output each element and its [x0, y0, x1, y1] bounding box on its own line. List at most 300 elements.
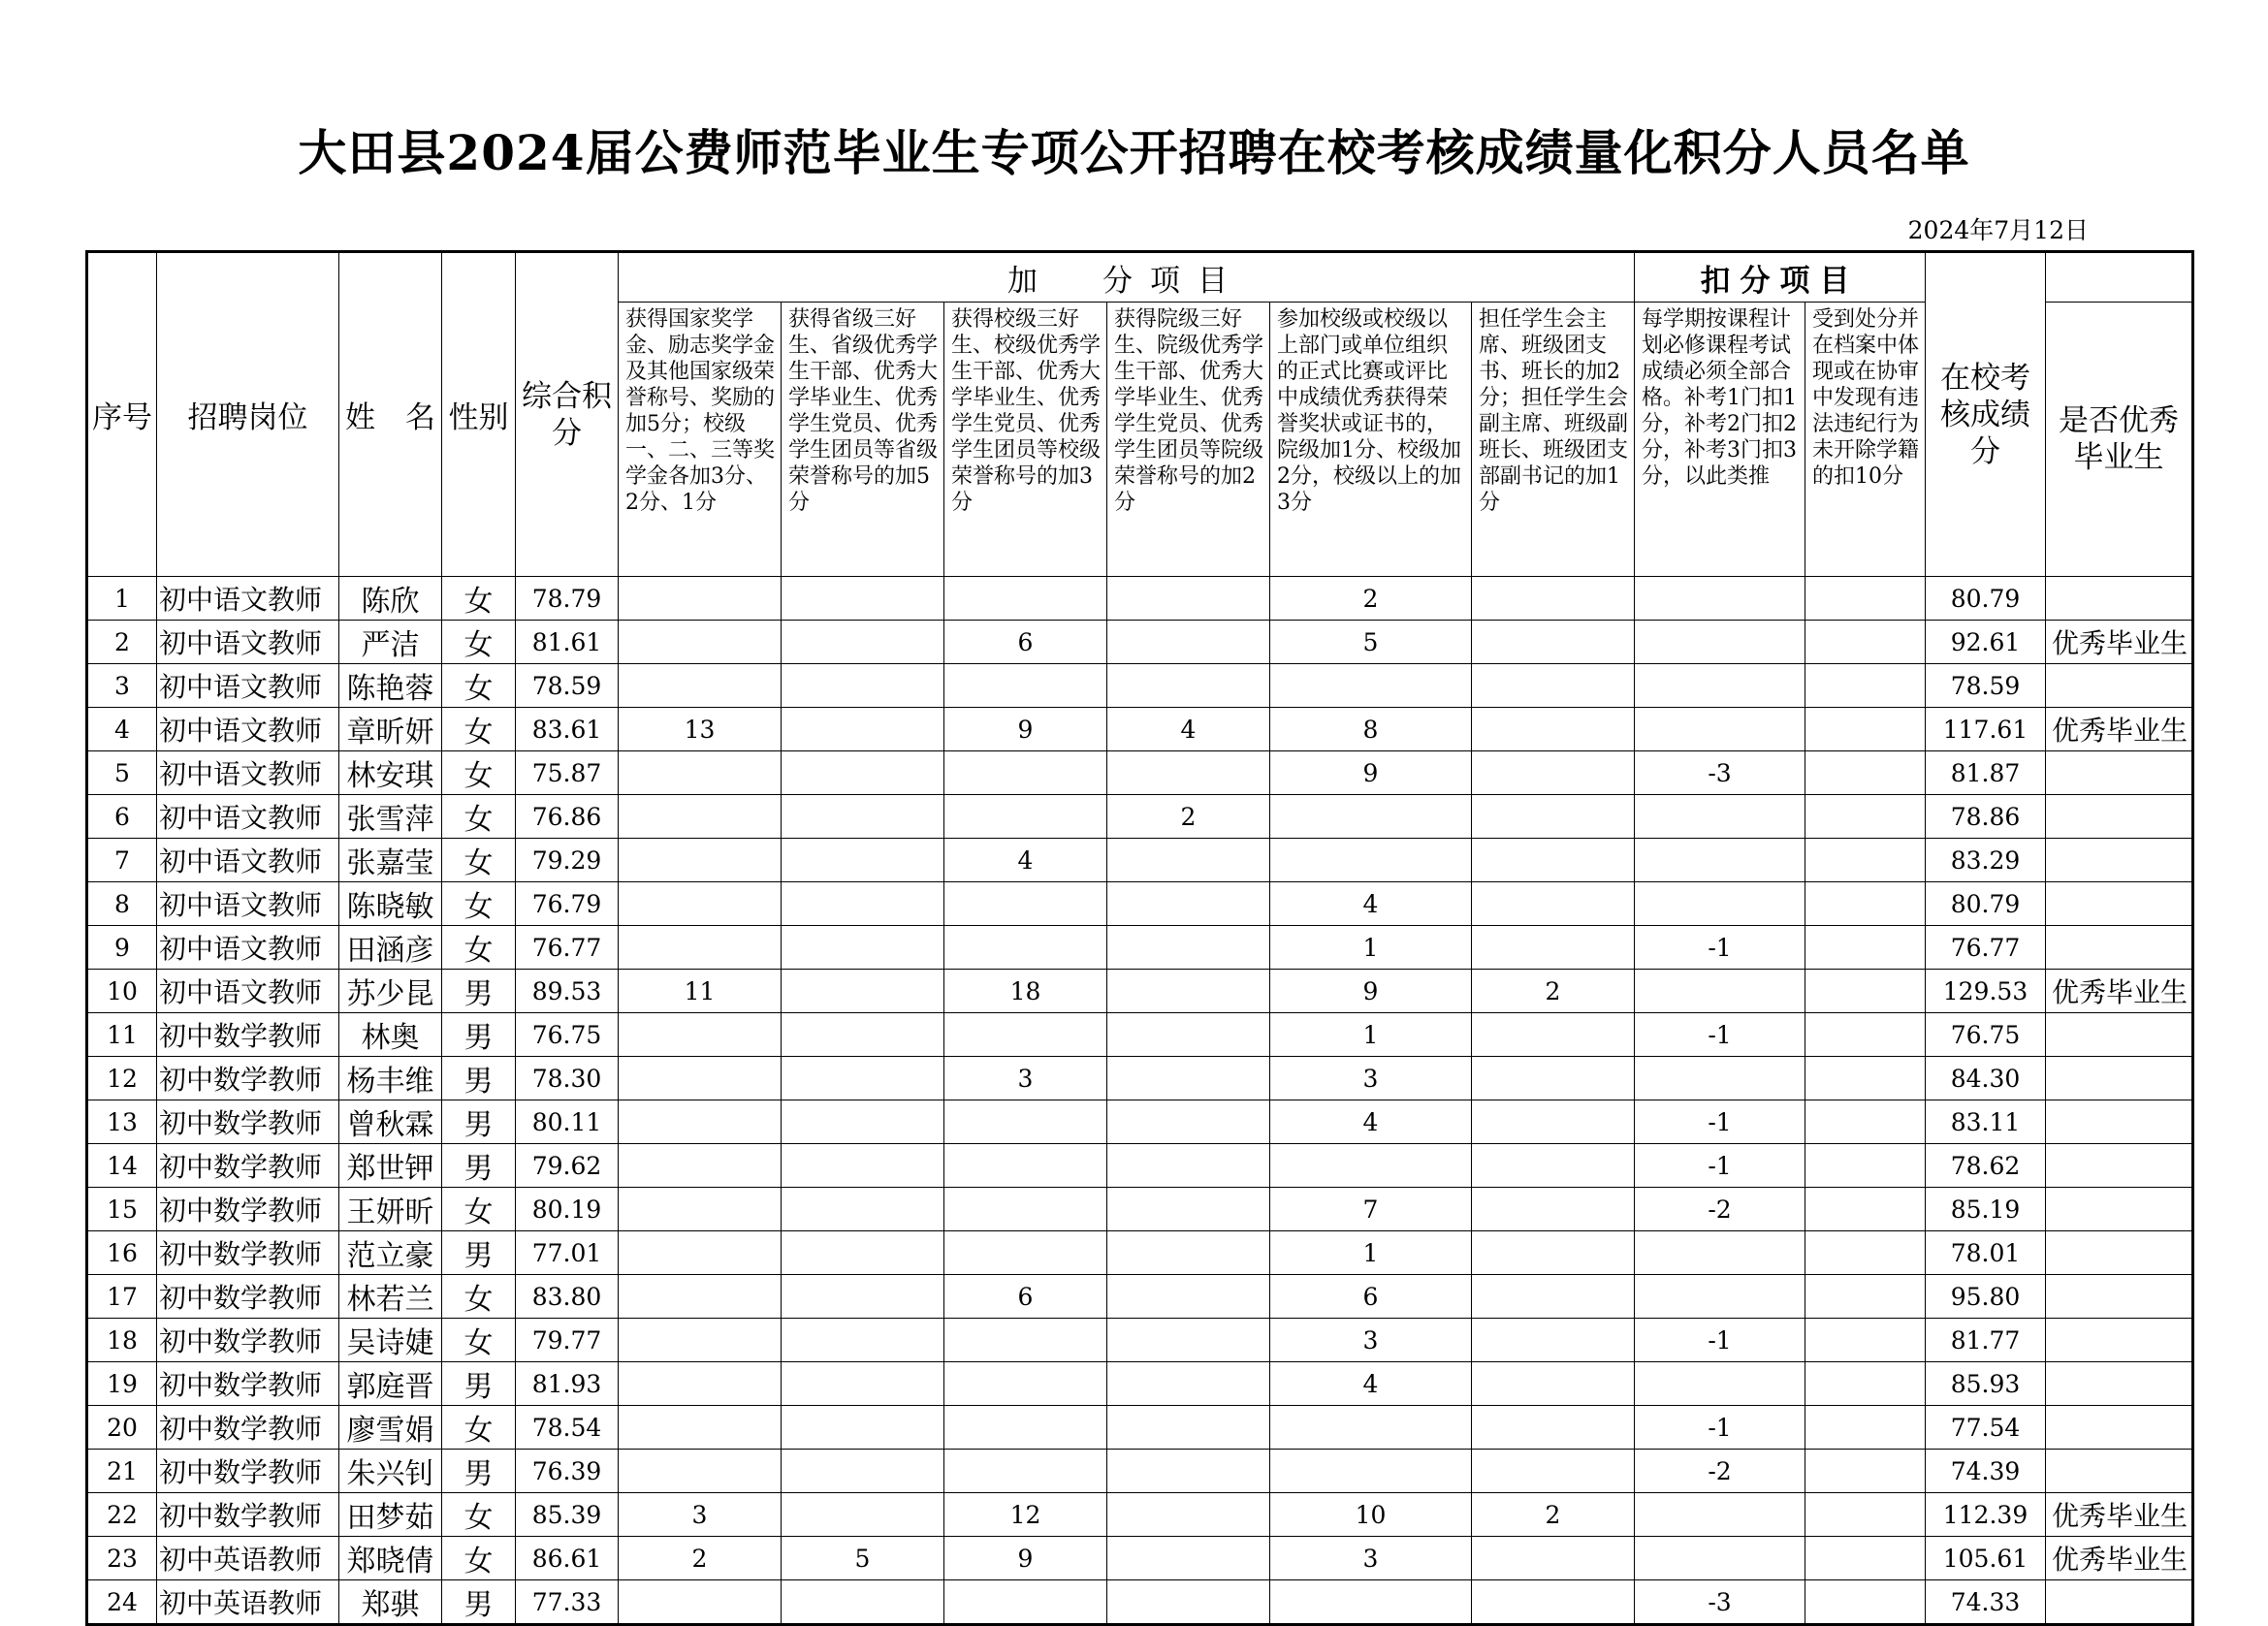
row-seq: 18	[87, 1319, 157, 1362]
row-final-score: 112.39	[1926, 1493, 2046, 1537]
row-gender: 女	[442, 926, 516, 970]
row-composite: 76.77	[516, 926, 619, 970]
row-excellent	[2046, 577, 2193, 621]
row-bonus-leadership	[1472, 1100, 1635, 1144]
row-composite: 81.93	[516, 1362, 619, 1406]
row-gender: 女	[442, 577, 516, 621]
row-name: 杨丰维	[339, 1057, 442, 1100]
score-table	[85, 250, 2194, 1626]
row-deduct-makeup-exam: -1	[1635, 1144, 1805, 1188]
row-position: 初中数学教师	[157, 1188, 339, 1231]
row-deduct-makeup-exam: -1	[1635, 1100, 1805, 1144]
row-bonus-provincial	[782, 795, 944, 839]
row-bonus-competition: 10	[1270, 1493, 1472, 1537]
row-name: 朱兴钊	[339, 1450, 442, 1493]
row-gender: 女	[442, 1275, 516, 1319]
row-composite: 79.77	[516, 1319, 619, 1362]
row-position: 初中语文教师	[157, 795, 339, 839]
row-bonus-provincial	[782, 1580, 944, 1625]
row-gender: 女	[442, 621, 516, 664]
table-row	[87, 882, 2193, 926]
row-excellent	[2046, 795, 2193, 839]
row-bonus-provincial	[782, 1144, 944, 1188]
row-name: 张嘉莹	[339, 839, 442, 882]
row-position: 初中数学教师	[157, 1319, 339, 1362]
row-final-score: 78.59	[1926, 664, 2046, 708]
row-bonus-leadership: 2	[1472, 970, 1635, 1013]
row-bonus-school: 12	[944, 1493, 1107, 1537]
row-gender: 女	[442, 795, 516, 839]
row-excellent	[2046, 1319, 2193, 1362]
table-row	[87, 1406, 2193, 1450]
row-final-score: 129.53	[1926, 970, 2046, 1013]
row-seq: 2	[87, 621, 157, 664]
header-bonus-provincial	[782, 303, 944, 577]
row-excellent	[2046, 882, 2193, 926]
row-final-score: 74.39	[1926, 1450, 2046, 1493]
row-bonus-national: 13	[619, 708, 782, 751]
table-row	[87, 1580, 2193, 1625]
row-bonus-school: 9	[944, 708, 1107, 751]
row-composite: 76.75	[516, 1013, 619, 1057]
row-bonus-competition	[1270, 1406, 1472, 1450]
row-deduct-discipline	[1805, 839, 1926, 882]
table-row	[87, 1537, 2193, 1580]
header-excellent-blank	[2046, 252, 2193, 303]
row-composite: 89.53	[516, 970, 619, 1013]
row-deduct-makeup-exam	[1635, 1537, 1805, 1580]
row-composite: 78.59	[516, 664, 619, 708]
table-row	[87, 926, 2193, 970]
header-deduct-makeup-exam-text: 每学期按课程计划必修课程考试成绩必须全部合格。补考1门扣1分，补考2门扣2分，补考3门扣3分，以此类推	[1642, 307, 1797, 489]
row-composite: 78.54	[516, 1406, 619, 1450]
row-seq: 13	[87, 1100, 157, 1144]
row-bonus-provincial	[782, 621, 944, 664]
row-position: 初中语文教师	[157, 839, 339, 882]
row-bonus-competition: 1	[1270, 1013, 1472, 1057]
row-deduct-discipline	[1805, 621, 1926, 664]
row-bonus-provincial	[782, 1013, 944, 1057]
header-bonus-national-text: 获得国家奖学金、励志奖学金及其他国家级荣誉称号、奖励的加5分；校级一、二、三等奖学金各加3分、2分、1分	[625, 307, 776, 515]
row-bonus-leadership	[1472, 1537, 1635, 1580]
row-bonus-college	[1107, 1493, 1270, 1537]
row-bonus-competition	[1270, 1580, 1472, 1625]
row-seq: 6	[87, 795, 157, 839]
row-bonus-provincial	[782, 882, 944, 926]
row-seq: 9	[87, 926, 157, 970]
row-position: 初中数学教师	[157, 1013, 339, 1057]
row-bonus-competition: 3	[1270, 1057, 1472, 1100]
row-excellent	[2046, 1057, 2193, 1100]
row-bonus-leadership	[1472, 751, 1635, 795]
row-bonus-leadership	[1472, 1406, 1635, 1450]
header-deduct-discipline-text: 受到处分并在档案中体现或在协审中发现有违法违纪行为未开除学籍的扣10分	[1812, 307, 1920, 489]
row-seq: 4	[87, 708, 157, 751]
row-bonus-college	[1107, 1013, 1270, 1057]
row-seq: 14	[87, 1144, 157, 1188]
row-excellent	[2046, 1275, 2193, 1319]
row-bonus-national: 3	[619, 1493, 782, 1537]
row-seq: 1	[87, 577, 157, 621]
row-bonus-college	[1107, 621, 1270, 664]
row-gender: 男	[442, 970, 516, 1013]
row-position: 初中数学教师	[157, 1493, 339, 1537]
row-bonus-college	[1107, 839, 1270, 882]
row-bonus-provincial	[782, 1188, 944, 1231]
row-position: 初中语文教师	[157, 708, 339, 751]
table-row	[87, 1319, 2193, 1362]
row-deduct-makeup-exam	[1635, 1362, 1805, 1406]
row-bonus-college	[1107, 577, 1270, 621]
row-name: 陈晓敏	[339, 882, 442, 926]
row-bonus-national	[619, 882, 782, 926]
row-final-score: 81.87	[1926, 751, 2046, 795]
row-excellent: 优秀毕业生	[2046, 708, 2193, 751]
row-gender: 女	[442, 1493, 516, 1537]
row-bonus-school	[944, 1188, 1107, 1231]
row-name: 章昕妍	[339, 708, 442, 751]
row-bonus-competition	[1270, 839, 1472, 882]
row-name: 林安琪	[339, 751, 442, 795]
row-name: 郑骐	[339, 1580, 442, 1625]
row-deduct-makeup-exam: -1	[1635, 926, 1805, 970]
row-composite: 78.30	[516, 1057, 619, 1100]
row-bonus-college: 4	[1107, 708, 1270, 751]
row-bonus-national	[619, 1275, 782, 1319]
row-seq: 22	[87, 1493, 157, 1537]
row-deduct-discipline	[1805, 1406, 1926, 1450]
row-seq: 16	[87, 1231, 157, 1275]
row-seq: 17	[87, 1275, 157, 1319]
row-name: 张雪萍	[339, 795, 442, 839]
row-bonus-national	[619, 1057, 782, 1100]
header-gender: 性别	[442, 252, 516, 577]
row-seq: 7	[87, 839, 157, 882]
row-bonus-national	[619, 1362, 782, 1406]
table-row	[87, 1188, 2193, 1231]
row-final-score: 80.79	[1926, 577, 2046, 621]
row-bonus-national	[619, 1144, 782, 1188]
row-bonus-competition: 4	[1270, 882, 1472, 926]
row-bonus-leadership	[1472, 1231, 1635, 1275]
row-bonus-competition: 4	[1270, 1100, 1472, 1144]
row-bonus-leadership	[1472, 1013, 1635, 1057]
row-composite: 83.61	[516, 708, 619, 751]
row-deduct-discipline	[1805, 1319, 1926, 1362]
row-bonus-college	[1107, 1362, 1270, 1406]
row-bonus-school	[944, 926, 1107, 970]
row-deduct-makeup-exam: -1	[1635, 1319, 1805, 1362]
row-name: 严洁	[339, 621, 442, 664]
row-deduct-makeup-exam: -2	[1635, 1188, 1805, 1231]
row-deduct-discipline	[1805, 1231, 1926, 1275]
row-name: 田梦茹	[339, 1493, 442, 1537]
row-bonus-school: 4	[944, 839, 1107, 882]
header-bonus-competition	[1270, 303, 1472, 577]
row-deduct-makeup-exam	[1635, 795, 1805, 839]
row-bonus-national	[619, 926, 782, 970]
row-bonus-provincial	[782, 577, 944, 621]
row-excellent: 优秀毕业生	[2046, 621, 2193, 664]
row-bonus-national	[619, 1188, 782, 1231]
row-final-score: 83.11	[1926, 1100, 2046, 1144]
row-deduct-discipline	[1805, 1100, 1926, 1144]
row-bonus-school: 6	[944, 1275, 1107, 1319]
row-bonus-competition: 1	[1270, 1231, 1472, 1275]
header-seq: 序号	[87, 252, 157, 577]
table-row	[87, 1493, 2193, 1537]
row-bonus-college	[1107, 1319, 1270, 1362]
row-name: 郑晓倩	[339, 1537, 442, 1580]
row-bonus-competition: 2	[1270, 577, 1472, 621]
row-final-score: 78.62	[1926, 1144, 2046, 1188]
row-bonus-school	[944, 1231, 1107, 1275]
row-composite: 75.87	[516, 751, 619, 795]
row-bonus-school	[944, 1450, 1107, 1493]
row-deduct-discipline	[1805, 577, 1926, 621]
row-deduct-makeup-exam	[1635, 970, 1805, 1013]
row-name: 田涵彦	[339, 926, 442, 970]
row-bonus-school	[944, 1319, 1107, 1362]
row-position: 初中语文教师	[157, 926, 339, 970]
row-deduct-makeup-exam	[1635, 621, 1805, 664]
row-excellent	[2046, 1580, 2193, 1625]
row-seq: 19	[87, 1362, 157, 1406]
row-bonus-national	[619, 1406, 782, 1450]
row-seq: 24	[87, 1580, 157, 1625]
row-bonus-provincial	[782, 1057, 944, 1100]
row-position: 初中英语教师	[157, 1537, 339, 1580]
document-date: 2024年7月12日	[1907, 216, 2089, 244]
header-bonus-provincial-text: 获得省级三好生、省级优秀学生干部、优秀大学毕业生、优秀学生党员、优秀学生团员等省级荣誉称号的加5分	[788, 307, 939, 515]
row-deduct-discipline	[1805, 1450, 1926, 1493]
header-position: 招聘岗位	[157, 252, 339, 577]
row-bonus-competition	[1270, 664, 1472, 708]
row-bonus-national	[619, 795, 782, 839]
header-deduct-discipline	[1805, 303, 1926, 577]
row-deduct-discipline	[1805, 664, 1926, 708]
row-deduct-makeup-exam: -3	[1635, 1580, 1805, 1625]
row-bonus-college	[1107, 751, 1270, 795]
row-bonus-school	[944, 1100, 1107, 1144]
row-seq: 11	[87, 1013, 157, 1057]
row-bonus-provincial: 5	[782, 1537, 944, 1580]
row-name: 林若兰	[339, 1275, 442, 1319]
row-deduct-discipline	[1805, 1013, 1926, 1057]
row-composite: 86.61	[516, 1537, 619, 1580]
header-bonus-group: 加 分项目	[619, 252, 1635, 303]
header-bonus-national	[619, 303, 782, 577]
row-gender: 女	[442, 882, 516, 926]
row-composite: 79.29	[516, 839, 619, 882]
row-bonus-leadership	[1472, 1057, 1635, 1100]
row-bonus-leadership	[1472, 795, 1635, 839]
table-row	[87, 1231, 2193, 1275]
row-bonus-leadership	[1472, 1362, 1635, 1406]
row-position: 初中语文教师	[157, 751, 339, 795]
row-name: 王妍昕	[339, 1188, 442, 1231]
row-bonus-competition: 9	[1270, 751, 1472, 795]
row-position: 初中英语教师	[157, 1580, 339, 1625]
row-deduct-discipline	[1805, 1493, 1926, 1537]
row-position: 初中语文教师	[157, 664, 339, 708]
row-bonus-national: 2	[619, 1537, 782, 1580]
row-deduct-discipline	[1805, 926, 1926, 970]
row-bonus-college	[1107, 664, 1270, 708]
row-final-score: 95.80	[1926, 1275, 2046, 1319]
row-excellent	[2046, 1362, 2193, 1406]
row-bonus-leadership	[1472, 1188, 1635, 1231]
row-final-score: 78.86	[1926, 795, 2046, 839]
row-final-score: 84.30	[1926, 1057, 2046, 1100]
row-deduct-makeup-exam	[1635, 708, 1805, 751]
row-bonus-competition	[1270, 1144, 1472, 1188]
row-bonus-competition	[1270, 795, 1472, 839]
row-bonus-provincial	[782, 1231, 944, 1275]
row-final-score: 77.54	[1926, 1406, 2046, 1450]
row-bonus-national	[619, 1231, 782, 1275]
row-position: 初中数学教师	[157, 1231, 339, 1275]
table-row	[87, 1057, 2193, 1100]
row-bonus-college	[1107, 1275, 1270, 1319]
row-excellent: 优秀毕业生	[2046, 1537, 2193, 1580]
row-composite: 77.33	[516, 1580, 619, 1625]
row-final-score: 76.77	[1926, 926, 2046, 970]
row-name: 林奥	[339, 1013, 442, 1057]
row-bonus-provincial	[782, 708, 944, 751]
header-bonus-school-text: 获得校级三好生、校级优秀学生干部、优秀大学毕业生、优秀学生党员、优秀学生团员等校级荣誉称号的加3分	[951, 307, 1102, 515]
row-deduct-makeup-exam	[1635, 664, 1805, 708]
row-name: 郑世钾	[339, 1144, 442, 1188]
row-name: 陈欣	[339, 577, 442, 621]
table-row	[87, 970, 2193, 1013]
table-row	[87, 664, 2193, 708]
row-seq: 23	[87, 1537, 157, 1580]
row-bonus-leadership	[1472, 577, 1635, 621]
row-deduct-discipline	[1805, 1057, 1926, 1100]
row-bonus-leadership	[1472, 1319, 1635, 1362]
row-name: 苏少昆	[339, 970, 442, 1013]
row-bonus-college	[1107, 1188, 1270, 1231]
header-bonus-college-text: 获得院级三好生、院级优秀学生干部、优秀大学毕业生、优秀学生党员、优秀学生团员等院级荣誉称号的加2分	[1114, 307, 1264, 515]
row-bonus-college	[1107, 970, 1270, 1013]
row-bonus-college: 2	[1107, 795, 1270, 839]
row-name: 廖雪娟	[339, 1406, 442, 1450]
row-bonus-college	[1107, 1537, 1270, 1580]
row-deduct-discipline	[1805, 882, 1926, 926]
row-deduct-discipline	[1805, 751, 1926, 795]
row-final-score: 81.77	[1926, 1319, 2046, 1362]
row-position: 初中数学教师	[157, 1362, 339, 1406]
row-seq: 15	[87, 1188, 157, 1231]
row-bonus-college	[1107, 1100, 1270, 1144]
row-final-score: 85.19	[1926, 1188, 2046, 1231]
row-gender: 男	[442, 1057, 516, 1100]
row-excellent	[2046, 926, 2193, 970]
row-bonus-leadership: 2	[1472, 1493, 1635, 1537]
row-excellent	[2046, 1013, 2193, 1057]
row-bonus-school	[944, 751, 1107, 795]
row-gender: 女	[442, 1319, 516, 1362]
row-gender: 女	[442, 708, 516, 751]
row-bonus-competition	[1270, 1450, 1472, 1493]
row-seq: 12	[87, 1057, 157, 1100]
row-final-score: 83.29	[1926, 839, 2046, 882]
row-gender: 女	[442, 1537, 516, 1580]
row-deduct-discipline	[1805, 970, 1926, 1013]
row-gender: 男	[442, 1362, 516, 1406]
row-composite: 80.11	[516, 1100, 619, 1144]
row-bonus-college	[1107, 1144, 1270, 1188]
row-gender: 女	[442, 1188, 516, 1231]
row-bonus-school: 6	[944, 621, 1107, 664]
row-name: 陈艳蓉	[339, 664, 442, 708]
header-row-groups	[87, 252, 2193, 303]
table-row	[87, 1362, 2193, 1406]
row-bonus-provincial	[782, 1100, 944, 1144]
row-bonus-school	[944, 577, 1107, 621]
row-excellent	[2046, 1231, 2193, 1275]
row-seq: 21	[87, 1450, 157, 1493]
row-bonus-national	[619, 1580, 782, 1625]
row-composite: 85.39	[516, 1493, 619, 1537]
row-composite: 78.79	[516, 577, 619, 621]
row-gender: 男	[442, 1580, 516, 1625]
row-name: 郭庭晋	[339, 1362, 442, 1406]
row-bonus-leadership	[1472, 1450, 1635, 1493]
row-seq: 8	[87, 882, 157, 926]
row-deduct-makeup-exam: -2	[1635, 1450, 1805, 1493]
table-body	[87, 577, 2193, 1625]
table-row	[87, 708, 2193, 751]
row-bonus-competition: 3	[1270, 1319, 1472, 1362]
row-final-score: 76.75	[1926, 1013, 2046, 1057]
row-final-score: 105.61	[1926, 1537, 2046, 1580]
row-position: 初中语文教师	[157, 970, 339, 1013]
row-position: 初中数学教师	[157, 1450, 339, 1493]
row-deduct-discipline	[1805, 1537, 1926, 1580]
row-deduct-discipline	[1805, 795, 1926, 839]
row-bonus-leadership	[1472, 621, 1635, 664]
row-composite: 76.86	[516, 795, 619, 839]
row-bonus-leadership	[1472, 926, 1635, 970]
row-seq: 3	[87, 664, 157, 708]
row-composite: 83.80	[516, 1275, 619, 1319]
row-bonus-national	[619, 621, 782, 664]
row-bonus-national	[619, 1100, 782, 1144]
header-bonus-leadership-text: 担任学生会主席、班级团支书、班长的加2分；担任学生会副主席、班级副班长、班级团支部副书记的加1分	[1479, 307, 1629, 515]
row-bonus-school	[944, 882, 1107, 926]
row-seq: 5	[87, 751, 157, 795]
row-deduct-makeup-exam	[1635, 1057, 1805, 1100]
row-deduct-makeup-exam	[1635, 882, 1805, 926]
header-bonus-school	[944, 303, 1107, 577]
row-deduct-makeup-exam: -1	[1635, 1013, 1805, 1057]
row-bonus-school	[944, 1144, 1107, 1188]
row-final-score: 92.61	[1926, 621, 2046, 664]
row-bonus-leadership	[1472, 882, 1635, 926]
row-excellent	[2046, 1406, 2193, 1450]
header-final-score: 在校考核成绩分	[1926, 252, 2046, 577]
row-position: 初中数学教师	[157, 1144, 339, 1188]
row-bonus-provincial	[782, 970, 944, 1013]
row-excellent	[2046, 1144, 2193, 1188]
row-deduct-discipline	[1805, 1275, 1926, 1319]
row-gender: 男	[442, 1144, 516, 1188]
row-bonus-national	[619, 839, 782, 882]
row-gender: 男	[442, 1013, 516, 1057]
row-bonus-provincial	[782, 664, 944, 708]
